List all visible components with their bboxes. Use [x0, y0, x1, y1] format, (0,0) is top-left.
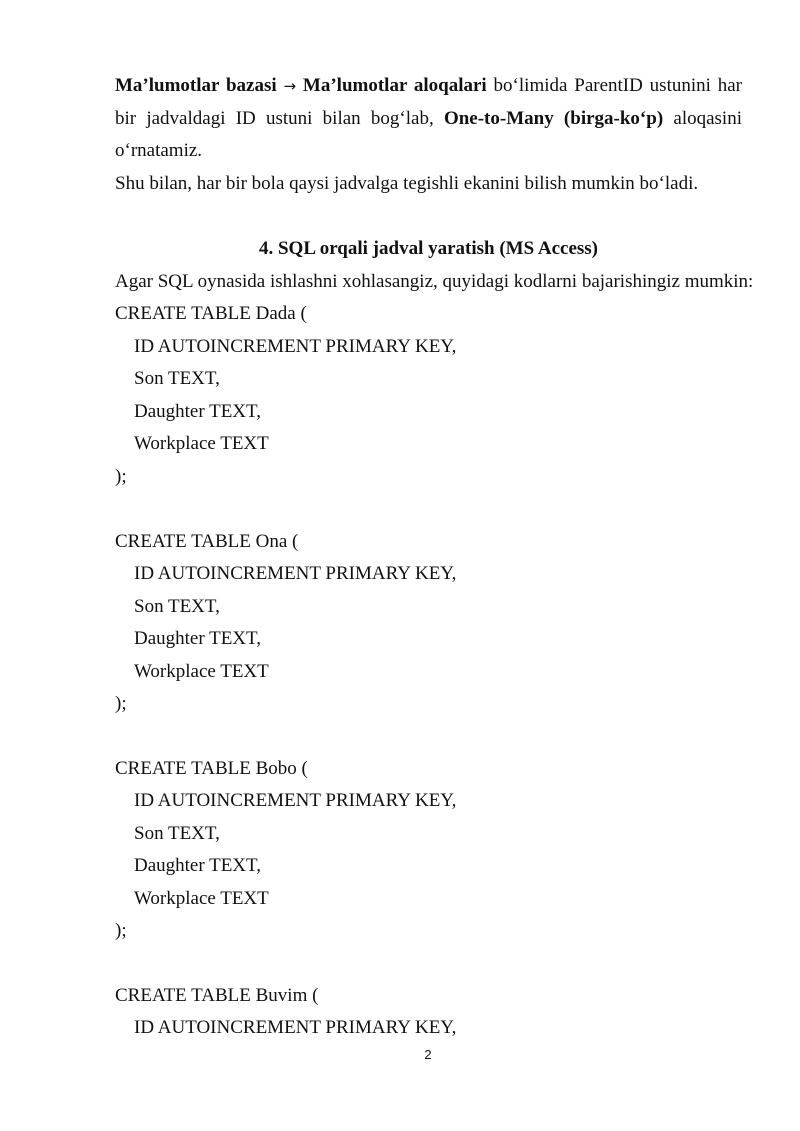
code-line: ID AUTOINCREMENT PRIMARY KEY,	[134, 336, 457, 357]
arrow-glyph: →	[283, 77, 297, 95]
code-line: CREATE TABLE Dada (	[115, 303, 307, 324]
code-line: CREATE TABLE Ona (	[115, 531, 299, 552]
code-line: ID AUTOINCREMENT PRIMARY KEY,	[134, 1017, 457, 1038]
intro-text-1: bo‘limida ParentID ustunini har bir jadvaldagi ID ustuni bilan bog‘lab,	[115, 75, 743, 129]
code-line: Son TEXT,	[134, 823, 220, 844]
code-line: Daughter TEXT,	[134, 628, 261, 649]
code-line: Daughter TEXT,	[134, 855, 261, 876]
summary-paragraph: Shu bilan, har bir bola qaysi jadvalga tegishli ekanini bilish mumkin bo‘ladi.	[115, 173, 699, 194]
code-line: Son TEXT,	[134, 596, 220, 617]
sql-intro-paragraph: Agar SQL oynasida ishlashni xohlasangiz, quyidagi kodlarni bajarishingiz mumkin:	[115, 271, 754, 292]
code-line: Workplace TEXT	[134, 661, 269, 682]
code-line: );	[115, 466, 127, 487]
code-line: ID AUTOINCREMENT PRIMARY KEY,	[134, 563, 457, 584]
code-line: );	[115, 920, 127, 941]
code-line: Daughter TEXT,	[134, 401, 261, 422]
intro-text-2: aloqasini o‘rnatamiz.	[115, 107, 742, 161]
code-line: );	[115, 693, 127, 714]
code-line: CREATE TABLE Bobo (	[115, 758, 308, 779]
relations-term: Ma’lumotlar aloqalari	[302, 75, 487, 96]
code-line: Son TEXT,	[134, 368, 220, 389]
code-line: ID AUTOINCREMENT PRIMARY KEY,	[134, 790, 457, 811]
section-heading: 4. SQL orqali jadval yaratish (MS Access)	[258, 238, 599, 259]
code-line: Workplace TEXT	[134, 888, 269, 909]
code-line: CREATE TABLE Buvim (	[115, 985, 319, 1006]
one-to-many-term: One-to-Many (birga-ko‘p)	[443, 107, 664, 129]
db-term: Ma’lumotlar bazasi	[115, 75, 277, 96]
intro-paragraph	[115, 70, 742, 168]
page-number: 2	[424, 1047, 432, 1062]
code-line: Workplace TEXT	[134, 433, 269, 454]
